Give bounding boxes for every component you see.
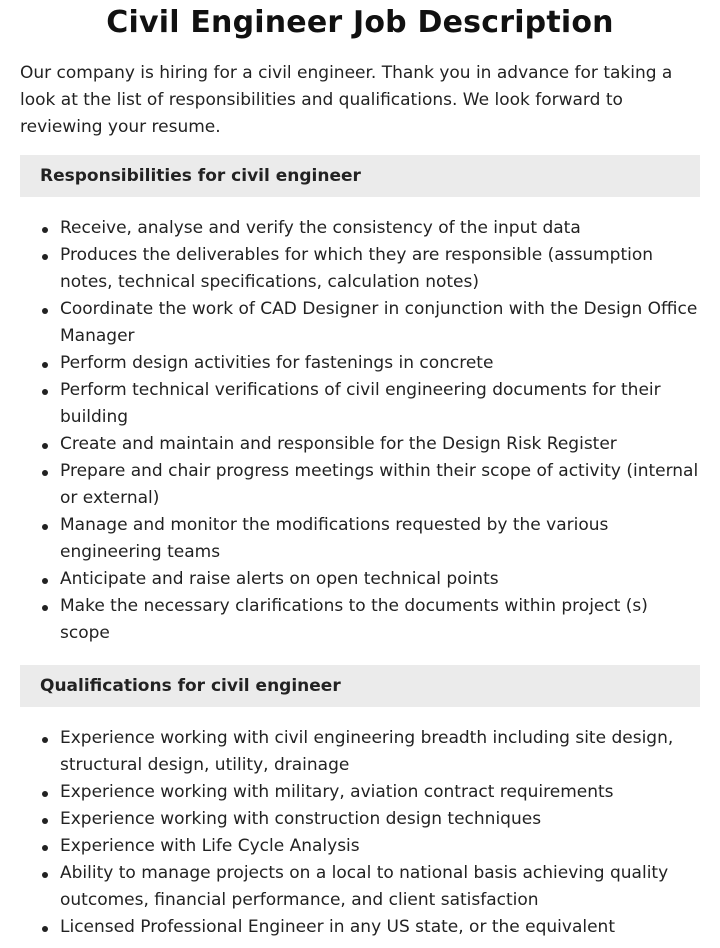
responsibilities-heading: Responsibilities for civil engineer xyxy=(20,155,700,197)
qualifications-list xyxy=(20,725,700,941)
list-item: Experience working with civil engineering breadth including site design, structural design, utility, drainage xyxy=(60,725,700,779)
intro-paragraph: Our company is hiring for a civil engineer. Thank you in advance for taking a look at the list of responsibilities and qualifications. We look forward to reviewing your resume. xyxy=(20,63,673,137)
list-item: Manage and monitor the modifications requested by the various engineering teams xyxy=(60,512,700,566)
list-item: Experience with Life Cycle Analysis xyxy=(60,833,700,860)
list-item: Perform technical verifications of civil engineering documents for their building xyxy=(60,377,700,431)
list-item: Licensed Professional Engineer in any US state, or the equivalent xyxy=(60,914,700,941)
list-item: Ability to manage projects on a local to national basis achieving quality outcomes, financial performance, and client satisfaction xyxy=(60,860,700,914)
list-item: Make the necessary clarifications to the documents within project (s) scope xyxy=(60,593,700,647)
list-item: Produces the deliverables for which they are responsible (assumption notes, technical specifications, calculation notes) xyxy=(60,242,700,296)
list-item: Experience working with military, aviation contract requirements xyxy=(60,779,700,806)
list-item: Coordinate the work of CAD Designer in conjunction with the Design Office Manager xyxy=(60,296,700,350)
list-item: Perform design activities for fastenings in concrete xyxy=(60,350,700,377)
list-item: Anticipate and raise alerts on open technical points xyxy=(60,566,700,593)
list-item: Create and maintain and responsible for the Design Risk Register xyxy=(60,431,700,458)
list-item: Prepare and chair progress meetings within their scope of activity (internal or external) xyxy=(60,458,700,512)
list-item: Receive, analyse and verify the consistency of the input data xyxy=(60,215,700,242)
qualifications-heading: Qualifications for civil engineer xyxy=(20,665,700,707)
responsibilities-list xyxy=(20,215,700,647)
page-title: Civil Engineer Job Description xyxy=(106,5,614,40)
list-item: Experience working with construction design techniques xyxy=(60,806,700,833)
